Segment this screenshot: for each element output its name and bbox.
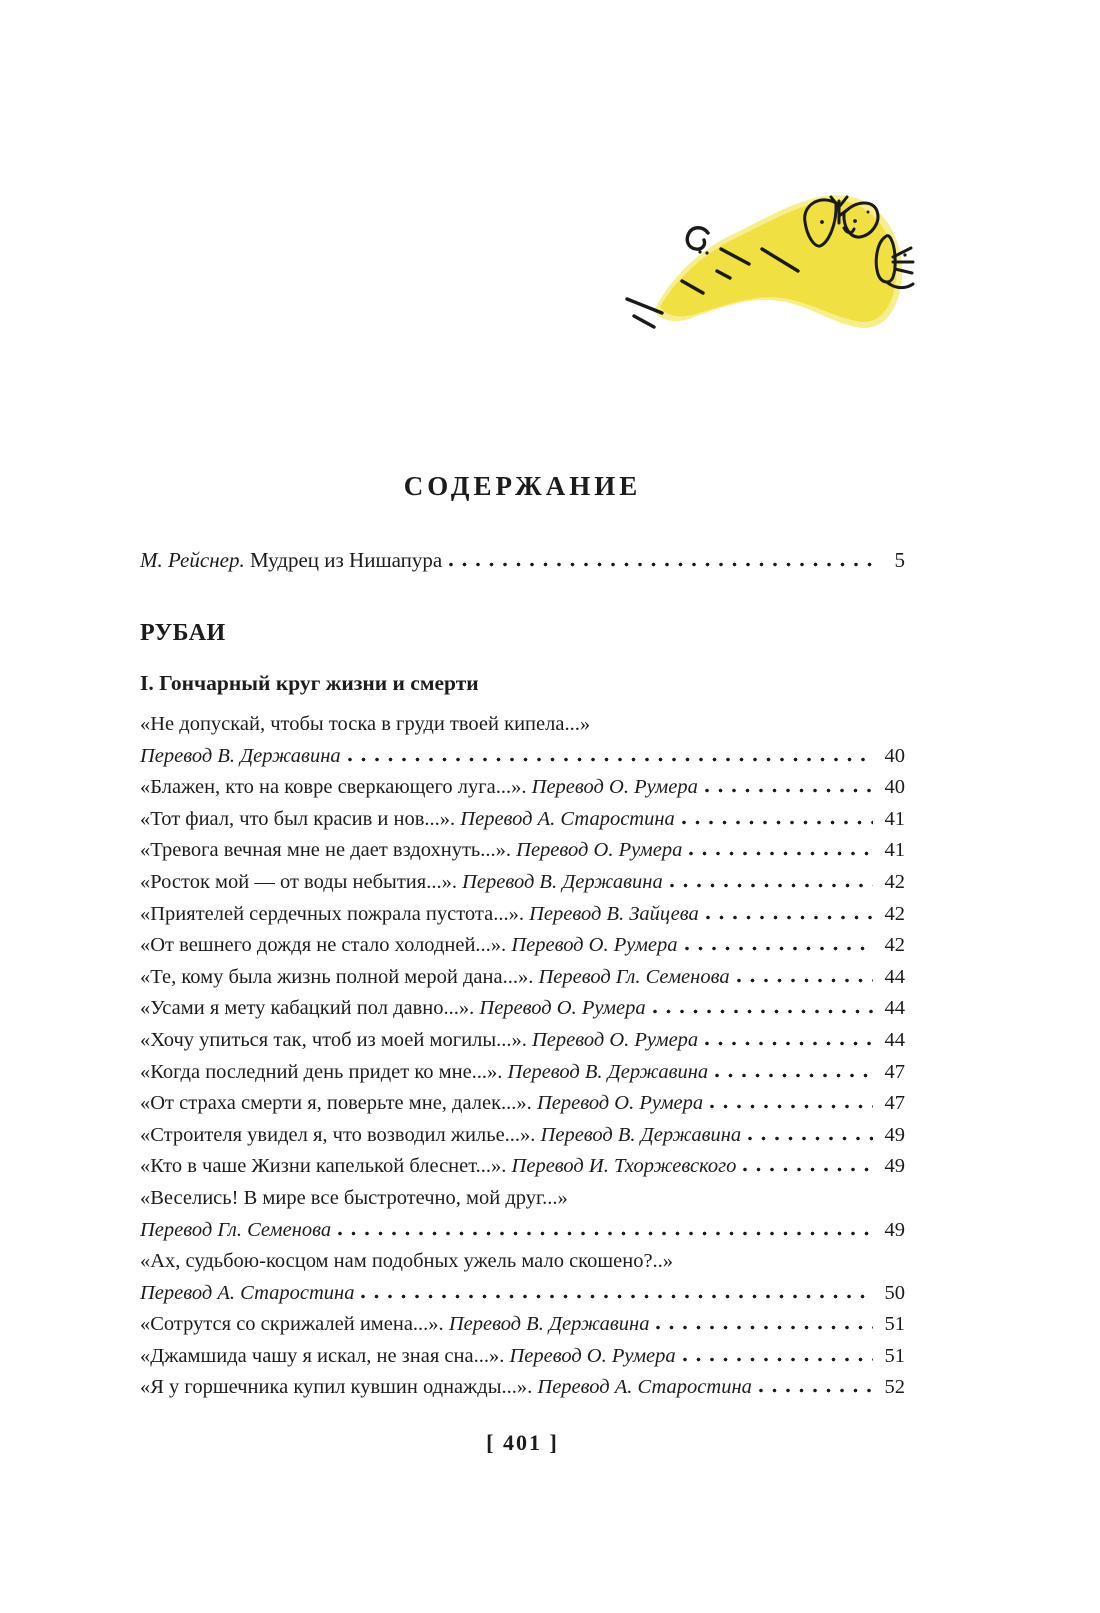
toc-entry-text bbox=[140, 1246, 673, 1278]
toc-page-number: 42 bbox=[884, 902, 905, 925]
translator-credit: Перевод О. Румера bbox=[509, 1344, 676, 1367]
section-title-rubai: РУБАИ bbox=[140, 620, 226, 646]
toc-entry bbox=[140, 867, 905, 899]
toc-list bbox=[140, 709, 905, 1404]
dot-leader bbox=[361, 1294, 873, 1299]
toc-entry-text bbox=[140, 804, 675, 836]
toc-entry-text bbox=[140, 1278, 354, 1310]
toc-page-number: 44 bbox=[884, 1028, 905, 1051]
entry-quote-text: Мудрец из Нишапура bbox=[244, 548, 443, 572]
toc-page-number: 40 bbox=[884, 776, 905, 799]
toc-entry-text bbox=[140, 741, 341, 773]
toc-entry bbox=[140, 1215, 905, 1247]
translator-credit: Перевод О. Румера bbox=[531, 776, 698, 799]
dot-leader bbox=[759, 1388, 873, 1393]
toc-entry-text bbox=[140, 1309, 649, 1341]
toc-entry bbox=[140, 1183, 905, 1215]
entry-quote-text: «Приятелей сердечных пожрала пустота...». bbox=[140, 902, 530, 925]
translator-credit: Перевод И. Тхоржевского bbox=[511, 1155, 737, 1178]
toc-entry bbox=[140, 993, 905, 1025]
dot-leader bbox=[348, 757, 873, 762]
dot-leader bbox=[682, 820, 873, 825]
entry-quote-text: «Ах, судьбою-косцом нам подобных ужель мало скошено?..» bbox=[140, 1250, 674, 1273]
toc-entry-text bbox=[140, 1341, 676, 1373]
toc-page-number: 49 bbox=[884, 1155, 905, 1178]
entry-quote-text: «Джамшида чашу я искал, не зная сна...». bbox=[140, 1344, 510, 1367]
entry-quote-text: «Я у горшечника купил кувшин однажды...». bbox=[140, 1376, 538, 1399]
toc-page-number: 44 bbox=[884, 965, 905, 988]
toc-entry bbox=[140, 1341, 905, 1373]
entry-quote-text: «Усами я мету кабацкий пол давно...». bbox=[140, 997, 480, 1020]
translator-credit: Перевод А. Старостина bbox=[460, 807, 675, 830]
entry-quote-text: «Хочу упиться так, чтоб из моей могилы...». bbox=[140, 1028, 532, 1051]
toc-entry-text bbox=[140, 772, 698, 804]
intro-list bbox=[140, 544, 905, 576]
entry-quote-text: «Тот фиал, что был красив и нов...». bbox=[140, 807, 461, 830]
toc-entry bbox=[140, 1309, 905, 1341]
toc-page-number: 41 bbox=[884, 839, 905, 862]
toc-page-number: 49 bbox=[884, 1123, 905, 1146]
translator-credit: М. Рейснер. bbox=[140, 548, 245, 572]
toc-entry-text bbox=[140, 1057, 708, 1089]
toc-entry-text bbox=[140, 1088, 703, 1120]
dot-leader bbox=[705, 788, 873, 793]
toc-page-number: 52 bbox=[884, 1376, 905, 1399]
toc-entry-text bbox=[140, 1120, 741, 1152]
toc-entry-text bbox=[140, 835, 682, 867]
toc-entry bbox=[140, 962, 905, 994]
toc-entry-text bbox=[140, 899, 699, 931]
toc-entry-text bbox=[140, 1372, 752, 1404]
toc-entry bbox=[140, 1246, 905, 1278]
translator-credit: Перевод О. Румера bbox=[516, 839, 683, 862]
entry-quote-text: «Росток мой — от воды небытия...». bbox=[140, 870, 463, 893]
dot-leader bbox=[715, 1073, 873, 1078]
toc-entry bbox=[140, 741, 905, 773]
translator-credit: Перевод А. Старостина bbox=[537, 1376, 752, 1399]
translator-credit: Перевод В. Зайцева bbox=[529, 902, 699, 925]
dot-leader bbox=[685, 946, 873, 951]
toc-entry-text bbox=[140, 962, 730, 994]
translator-credit: Перевод В. Державина bbox=[462, 870, 663, 893]
toc-entry bbox=[140, 544, 905, 576]
toc-entry-text bbox=[140, 544, 442, 576]
translator-credit: Перевод В. Державина bbox=[448, 1313, 650, 1336]
dot-leader bbox=[683, 1357, 873, 1362]
toc-entry-text bbox=[140, 1183, 568, 1215]
toc-entry bbox=[140, 835, 905, 867]
toc-entry bbox=[140, 1278, 905, 1310]
toc-entry bbox=[140, 1057, 905, 1089]
toc-content bbox=[140, 0, 905, 1613]
toc-page-number: 40 bbox=[884, 744, 905, 767]
toc-entry bbox=[140, 899, 905, 931]
toc-page-number: 44 bbox=[884, 997, 905, 1020]
entry-quote-text: «Сотрутся со скрижалей имена...». bbox=[140, 1313, 449, 1336]
toc-entry bbox=[140, 930, 905, 962]
entry-quote-text: «Блажен, кто на ковре сверкающего луга...». bbox=[140, 776, 532, 799]
toc-page-number: 41 bbox=[884, 807, 905, 830]
dot-leader bbox=[656, 1325, 873, 1330]
translator-credit: Перевод А. Старостина bbox=[140, 1281, 355, 1304]
translator-credit: Перевод О. Румера bbox=[531, 1028, 699, 1051]
dot-leader bbox=[706, 915, 873, 920]
dot-leader bbox=[710, 1104, 873, 1109]
toc-page-number: 47 bbox=[884, 1092, 905, 1115]
translator-credit: Перевод О. Румера bbox=[511, 934, 678, 957]
dot-leader bbox=[737, 978, 873, 983]
toc-title: СОДЕРЖАНИЕ bbox=[403, 471, 642, 501]
entry-quote-text: «От страха смерти я, поверьте мне, далек...». bbox=[140, 1092, 537, 1115]
translator-credit: Перевод В. Державина bbox=[507, 1060, 709, 1083]
toc-page-number: 50 bbox=[884, 1281, 905, 1304]
translator-credit: Перевод О. Румера bbox=[536, 1092, 704, 1115]
toc-page-number: 51 bbox=[884, 1313, 905, 1336]
toc-entry-text bbox=[140, 1025, 698, 1057]
toc-entry-text bbox=[140, 1215, 331, 1247]
dot-leader bbox=[705, 1041, 873, 1046]
dot-leader bbox=[748, 1136, 873, 1141]
dot-leader bbox=[670, 883, 873, 888]
toc-entry bbox=[140, 1120, 905, 1152]
dot-leader bbox=[338, 1231, 873, 1236]
entry-quote-text: «От вешнего дождя не стало холодней...». bbox=[140, 934, 512, 957]
toc-page-number: 42 bbox=[884, 870, 905, 893]
translator-credit: Перевод В. Державина bbox=[540, 1123, 742, 1146]
toc-entry bbox=[140, 709, 905, 741]
toc-entry-text bbox=[140, 993, 646, 1025]
toc-entry bbox=[140, 1088, 905, 1120]
toc-page-number: 49 bbox=[884, 1218, 905, 1241]
entry-quote-text: «Тревога вечная мне не дает вздохнуть...». bbox=[140, 839, 517, 862]
entry-quote-text: «Веселись! В мире все быстротечно, мой друг...» bbox=[140, 1186, 568, 1209]
toc-page-number: 51 bbox=[884, 1344, 905, 1367]
dot-leader bbox=[689, 851, 873, 856]
toc-page-number: 47 bbox=[884, 1060, 905, 1083]
toc-entry bbox=[140, 804, 905, 836]
toc-entry-text bbox=[140, 709, 590, 741]
translator-credit: Перевод О. Румера bbox=[479, 997, 646, 1020]
toc-entry-text bbox=[140, 867, 663, 899]
toc-entry bbox=[140, 1025, 905, 1057]
dot-leader bbox=[653, 1009, 873, 1014]
translator-credit: Перевод Гл. Семенова bbox=[140, 1218, 332, 1241]
dot-leader bbox=[449, 562, 873, 567]
translator-credit: Перевод В. Державина bbox=[140, 744, 341, 767]
translator-credit: Перевод Гл. Семенова bbox=[538, 965, 730, 988]
subsection-title: I. Гончарный круг жизни и смерти bbox=[140, 671, 479, 695]
dot-leader bbox=[743, 1167, 873, 1172]
toc-entry-text bbox=[140, 1151, 736, 1183]
entry-quote-text: «Не допускай, чтобы тоска в груди твоей кипела...» bbox=[140, 713, 591, 735]
toc-entry bbox=[140, 772, 905, 804]
entry-quote-text: «Строителя увидел я, что возводил жилье...». bbox=[140, 1123, 541, 1146]
entry-quote-text: «Те, кому была жизнь полной мерой дана...». bbox=[140, 965, 539, 988]
toc-entry bbox=[140, 1372, 905, 1404]
toc-page-number: 42 bbox=[884, 934, 905, 957]
entry-quote-text: «Когда последний день придет ко мне...». bbox=[140, 1060, 508, 1083]
toc-entry bbox=[140, 1151, 905, 1183]
entry-quote-text: «Кто в чаше Жизни капелькой блеснет...». bbox=[140, 1155, 512, 1178]
toc-page-number: 5 bbox=[894, 548, 905, 572]
folio-page-number: [ 401 ] bbox=[486, 1430, 559, 1455]
toc-entry-text bbox=[140, 930, 678, 962]
